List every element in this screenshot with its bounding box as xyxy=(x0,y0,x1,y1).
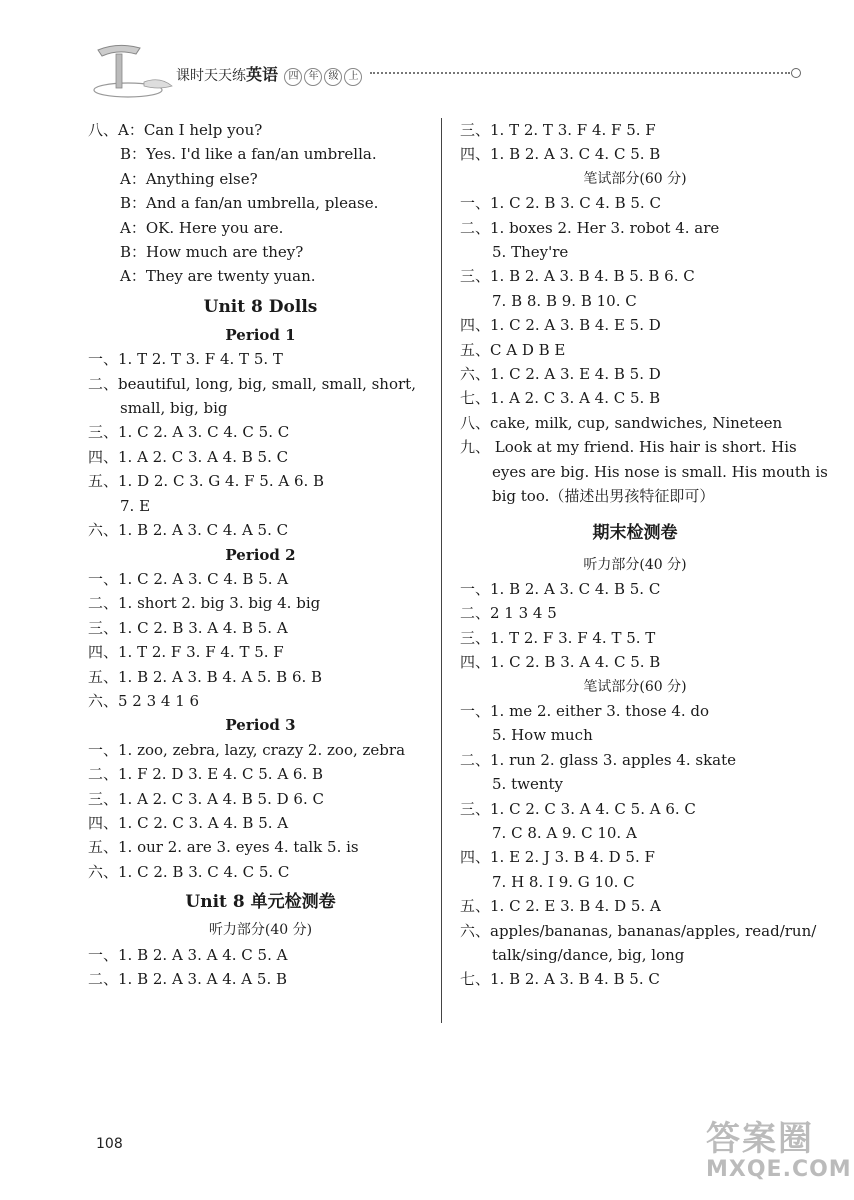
section-title: Unit 8 Dolls xyxy=(203,296,318,317)
answer-line: 七、1. A 2. C 3. A 4. C 5. B xyxy=(460,389,661,408)
section-subtitle: 听力部分(40 分) xyxy=(583,556,687,573)
section-subtitle: Period 3 xyxy=(225,716,296,735)
answer-line: eyes are big. His nose is small. His mouth is xyxy=(492,462,828,481)
answer-line: 四、1. C 2. C 3. A 4. B 5. A xyxy=(88,813,289,832)
section-subtitle: 听力部分(40 分) xyxy=(208,922,313,939)
answer-line: 三、1. T 2. T 3. F 4. F 5. F xyxy=(460,121,656,139)
answer-line: 五、1. D 2. C 3. G 4. F 5. A 6. B xyxy=(88,472,325,491)
answer-line: 二、beautiful, long, big, small, small, short, xyxy=(88,374,416,393)
answer-line: 六、apples/bananas, bananas/apples, read/run/ xyxy=(460,921,817,940)
answer-line: 三、1. A 2. C 3. A 4. B 5. D 6. C xyxy=(88,789,324,808)
answer-line: 九、 Look at my friend. His hair is short. His xyxy=(460,438,797,457)
page-number: 108 xyxy=(96,1136,123,1152)
answer-line: 四、1. A 2. C 3. A 4. B 5. C xyxy=(88,447,289,466)
answer-line: 六、1. C 2. B 3. C 4. C 5. C xyxy=(88,862,290,881)
answer-line: 六、1. C 2. A 3. E 4. B 5. D xyxy=(460,365,661,384)
column-divider xyxy=(441,118,442,1023)
answer-column-right xyxy=(460,118,828,992)
answer-line: 四、1. C 2. A 3. B 4. E 5. D xyxy=(460,316,661,335)
section-subtitle: Period 1 xyxy=(225,325,296,344)
answer-line: 7. C 8. A 9. C 10. A xyxy=(492,823,637,842)
grade-badge: 级 xyxy=(324,68,342,86)
answer-line: 三、1. T 2. F 3. F 4. T 5. T xyxy=(460,628,656,647)
answer-line: 一、1. B 2. A 3. C 4. B 5. C xyxy=(460,579,661,598)
answer-column-left xyxy=(88,118,433,991)
answer-line: 一、1. C 2. A 3. C 4. B 5. A xyxy=(88,569,289,588)
answer-line: 7. E xyxy=(120,496,151,515)
header-title-prefix: 课时天天练 xyxy=(176,68,246,84)
grade-badge: 年 xyxy=(304,68,322,86)
answer-line: 三、1. C 2. B 3. A 4. B 5. A xyxy=(88,618,288,637)
page-header xyxy=(88,40,808,110)
answer-line: 一、1. T 2. T 3. F 4. T 5. T xyxy=(88,350,283,369)
answer-line: B：Yes. I'd like a fan/an umbrella. xyxy=(120,145,377,164)
answer-line: 二、1. boxes 2. Her 3. robot 4. are xyxy=(460,218,720,237)
answer-line: 五、1. C 2. E 3. B 4. D 5. A xyxy=(460,897,661,916)
answer-line: 7. H 8. I 9. G 10. C xyxy=(492,872,635,891)
answer-line: 六、1. B 2. A 3. C 4. A 5. C xyxy=(88,521,289,540)
answer-line: 二、1. short 2. big 3. big 4. big xyxy=(88,594,321,613)
header-dotted-rule xyxy=(370,72,790,74)
section-subtitle: 笔试部分(60 分) xyxy=(583,678,687,695)
grade-badge: 四 xyxy=(284,68,302,86)
answer-line: 五、1. our 2. are 3. eyes 4. talk 5. is xyxy=(88,838,359,857)
answer-line: B：And a fan/an umbrella, please. xyxy=(120,194,379,213)
section-title: 期末检测卷 xyxy=(592,522,678,543)
answer-line: 六、5 2 3 4 1 6 xyxy=(88,691,200,710)
answer-line: 四、1. C 2. B 3. A 4. C 5. B xyxy=(460,653,661,672)
answer-line: 一、1. me 2. either 3. those 4. do xyxy=(460,701,710,720)
section-title: Unit 8 单元检测卷 xyxy=(185,892,336,913)
section-subtitle: Period 2 xyxy=(225,545,296,564)
answer-line: 二、1. run 2. glass 3. apples 4. skate xyxy=(460,750,737,769)
header-title-subject: 英语 xyxy=(246,65,279,84)
answer-line: 八、cake, milk, cup, sandwiches, Nineteen xyxy=(460,413,783,432)
answer-line: A：Anything else? xyxy=(120,169,258,188)
answer-line: 三、1. C 2. A 3. C 4. C 5. C xyxy=(88,423,290,442)
answer-line: A：They are twenty yuan. xyxy=(120,267,316,286)
section-subtitle: 笔试部分(60 分) xyxy=(583,170,687,187)
answer-line: 三、1. C 2. C 3. A 4. C 5. A 6. C xyxy=(460,799,696,818)
answer-line: 5. twenty xyxy=(492,775,563,794)
answer-line: A：OK. Here you are. xyxy=(120,218,284,237)
answer-line: B：How much are they? xyxy=(120,243,304,262)
header-title xyxy=(176,62,362,86)
answer-line: 5. They're xyxy=(492,243,569,262)
header-rule-end-icon xyxy=(791,68,801,78)
answer-line: 八、A：Can I help you? xyxy=(88,121,263,139)
answer-line: 二、1. B 2. A 3. A 4. A 5. B xyxy=(88,970,288,988)
answer-line: 一、1. zoo, zebra, lazy, crazy 2. zoo, zebra xyxy=(88,740,406,759)
answer-line: big too.（描述出男孩特征即可） xyxy=(492,487,715,506)
answer-line: small, big, big xyxy=(120,399,228,418)
grade-badge: 上 xyxy=(344,68,362,86)
answer-line: 一、1. C 2. B 3. C 4. B 5. C xyxy=(460,194,661,213)
answer-line: 二、1. F 2. D 3. E 4. C 5. A 6. B xyxy=(88,765,324,784)
desk-lamp-logo-icon xyxy=(88,40,174,102)
answer-line: talk/sing/dance, big, long xyxy=(492,946,685,964)
watermark-text: 答案圈 xyxy=(706,1119,814,1159)
watermark xyxy=(706,1120,852,1182)
answer-line: 5. How much xyxy=(492,726,593,745)
answer-line: 一、1. B 2. A 3. A 4. C 5. A xyxy=(88,945,288,964)
answer-line: 7. B 8. B 9. B 10. C xyxy=(492,291,637,310)
answer-line: 三、1. B 2. A 3. B 4. B 5. B 6. C xyxy=(460,267,695,286)
answer-line: 二、2 1 3 4 5 xyxy=(460,604,557,623)
answer-line: 五、C A D B E xyxy=(460,340,566,359)
answer-line: 七、1. B 2. A 3. B 4. B 5. C xyxy=(460,970,660,989)
watermark-url: MXQE.COM xyxy=(706,1157,852,1182)
answer-line: 四、1. T 2. F 3. F 4. T 5. F xyxy=(88,643,284,662)
answer-line: 五、1. B 2. A 3. B 4. A 5. B 6. B xyxy=(88,667,323,686)
answer-line: 四、1. E 2. J 3. B 4. D 5. F xyxy=(460,848,655,867)
answer-line: 四、1. B 2. A 3. C 4. C 5. B xyxy=(460,145,661,164)
